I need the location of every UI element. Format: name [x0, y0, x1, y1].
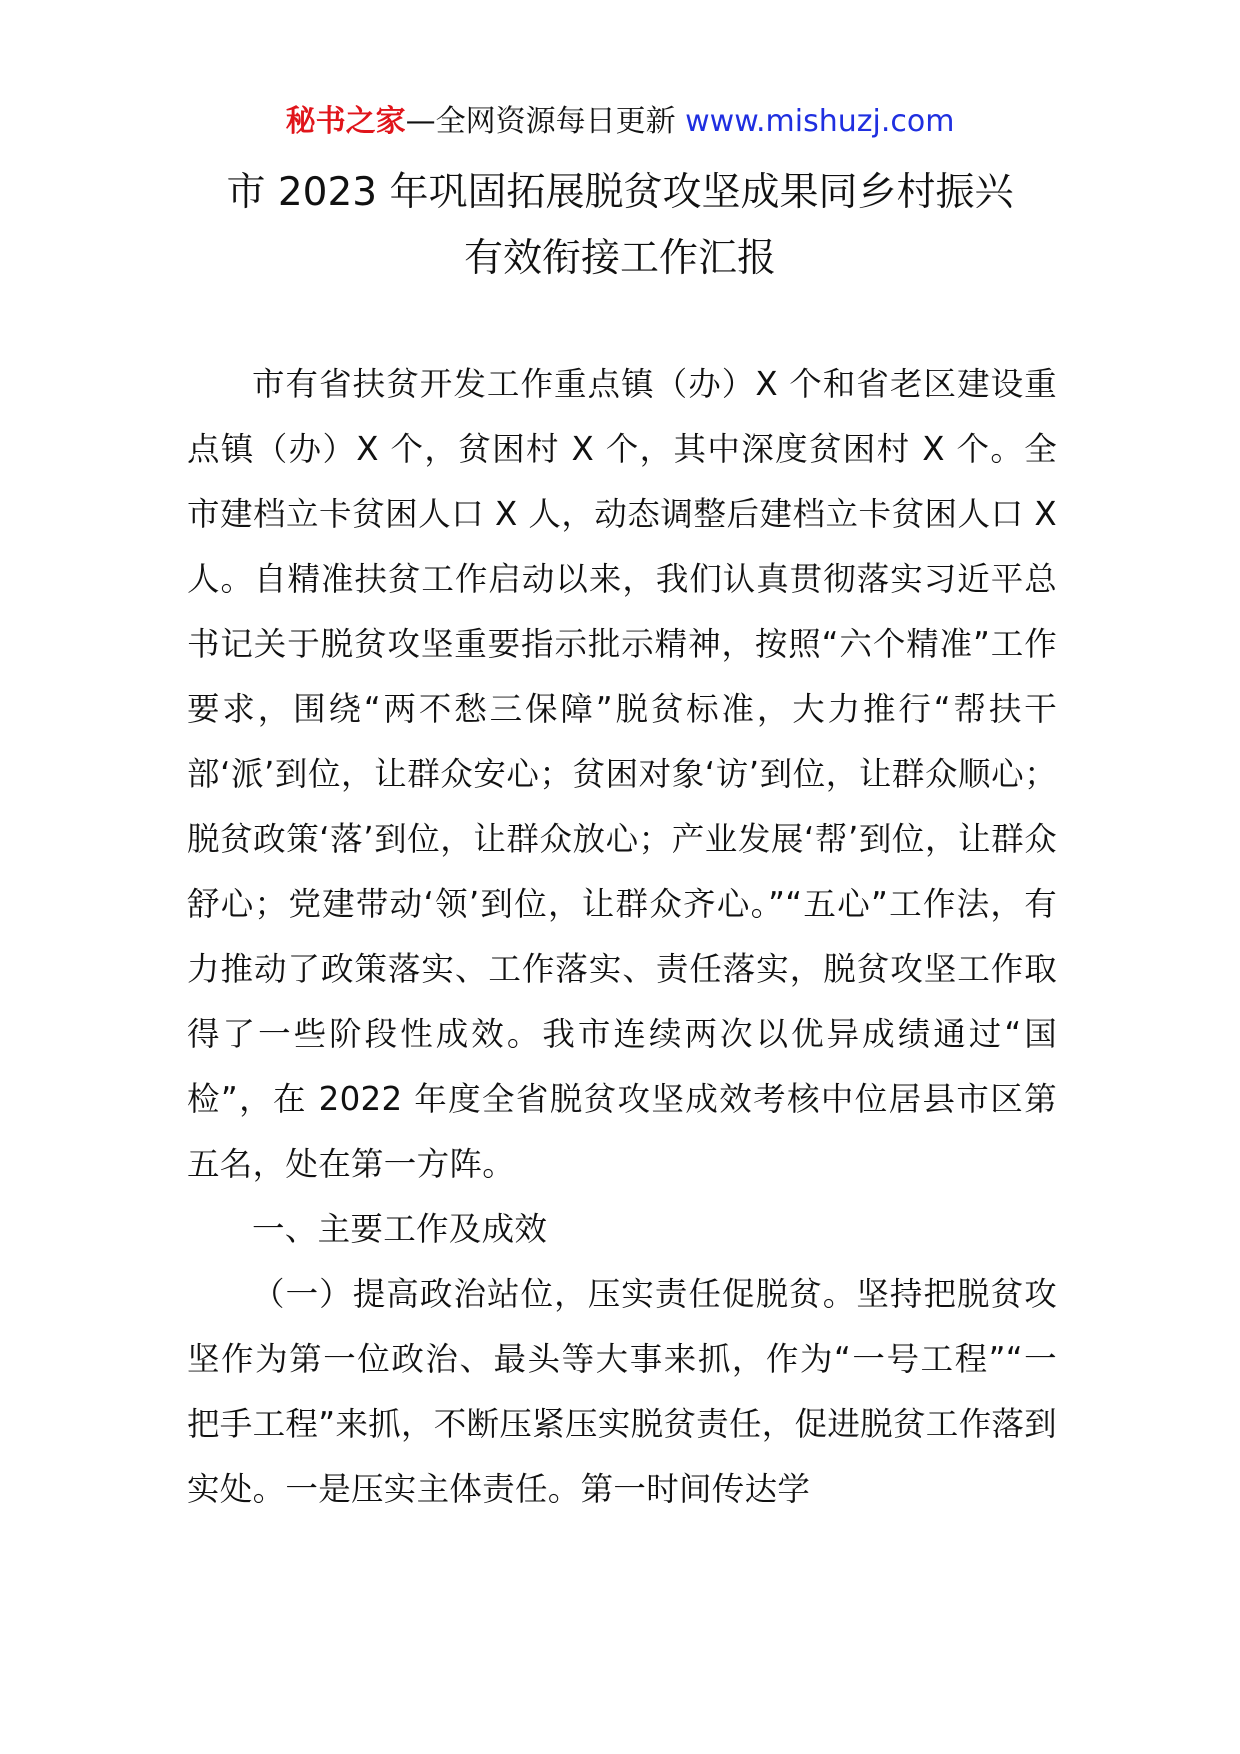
intro-paragraph: 市有省扶贫开发工作重点镇（办）X 个和省老区建设重点镇（办）X 个，贫困村 X 个，其中深度贫困村 X 个。全市建档立卡贫困人口 X 人，动态调整后建档立卡贫困人口 X 人。自精准扶贫工作启动以来，我们认真贯彻落实习近平总书记关于脱贫攻坚重要指示批示精神，按照“六个精准”工作要求，围绕“两不愁三保障”脱贫标准，大力推行“帮扶干部‘派’到位，让群众安心；贫困对象‘访’到位，让群众顺心；脱贫政策‘落’到位，让群众放心；产业发展‘帮’到位，让群众舒心；党建带动‘领’到位，让群众齐心。”“五心”工作法，有力推动了政策落实、工作落实、责任落实，脱贫攻坚工作取得了一些阶段性成效。我市连续两次以优异成绩通过“国检”，在 2022 年度全省脱贫攻坚成效考核中位居县市区第五名，处在第一方阵。 [187, 365, 1057, 1183]
section-heading: 一、主要工作及成效 [252, 1210, 548, 1248]
header-tagline: —全网资源每日更新 [405, 104, 686, 139]
subsection-paragraph: （一）提高政治站位，压实责任促脱贫。坚持把脱贫攻坚作为第一位政治、最头等大事来抓，作为“一号工程”“一把手工程”来抓，不断压紧压实脱贫责任，促进脱贫工作落到实处。一是压实主体责任。第一时间传达学 [187, 1275, 1057, 1508]
title-line-1: 市 2023 年巩固拓展脱贫攻坚成果同乡村振兴 [226, 170, 1014, 215]
site-url-link[interactable]: www.mishuzj.com [685, 104, 955, 139]
brand-name: 秘书之家 [285, 104, 406, 139]
document-body [187, 352, 1057, 1522]
header-banner [0, 100, 1240, 144]
document-title [0, 160, 1240, 292]
title-line-2: 有效衔接工作汇报 [463, 236, 776, 281]
